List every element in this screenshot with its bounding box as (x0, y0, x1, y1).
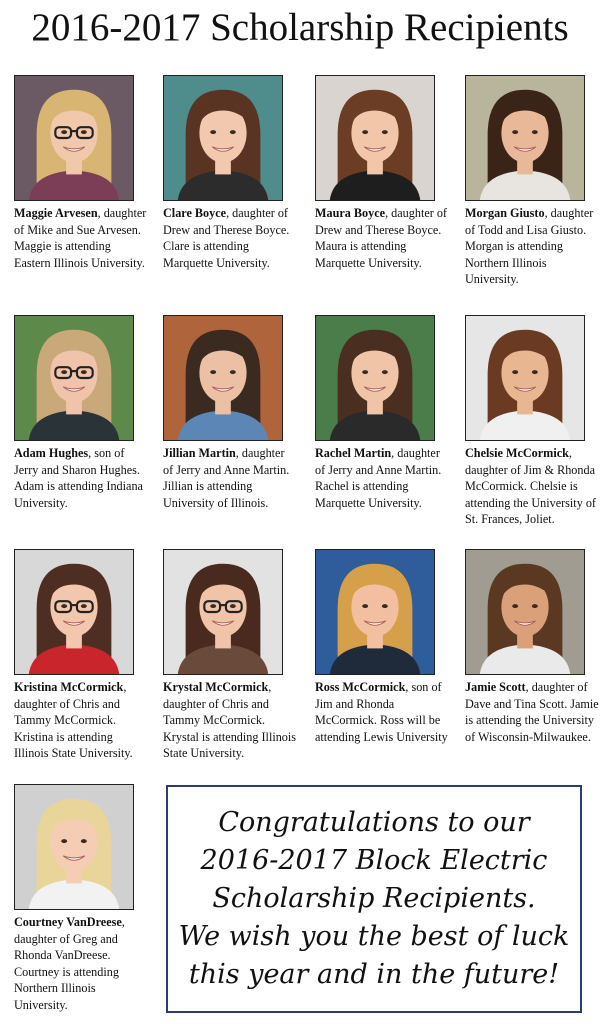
recipient-name: Clare Boyce (163, 206, 227, 220)
recipient-name: Ross McCormick (315, 680, 406, 694)
name-separator: , (385, 206, 389, 220)
name-separator: , (391, 446, 395, 460)
recipient-card (465, 315, 597, 528)
congratulations-box (166, 785, 582, 1013)
recipient-caption (465, 679, 599, 745)
recipient-photo (14, 549, 134, 675)
recipient-card (163, 75, 295, 271)
recipient-caption (14, 914, 148, 1014)
name-separator: , (568, 446, 572, 460)
recipient-name: Adam Hughes (14, 446, 89, 460)
recipient-description: daughter of Jim & Rhonda McCormick. Chelsie is attending the University of St. Frances, Joliet. (465, 462, 596, 527)
portrait-icon (15, 316, 133, 440)
recipient-card (315, 75, 447, 271)
recipient-photo (465, 549, 585, 675)
recipient-photo (14, 75, 134, 201)
recipient-card (14, 549, 146, 762)
recipient-caption (14, 445, 148, 511)
recipient-name: Jamie Scott (465, 680, 526, 694)
recipient-caption (465, 205, 599, 288)
portrait-icon (316, 550, 434, 674)
congrats-line: Scholarship Recipients. (212, 883, 536, 914)
portrait-icon (15, 76, 133, 200)
recipient-card (163, 315, 295, 511)
recipient-caption (14, 205, 148, 271)
recipient-caption (14, 679, 148, 762)
recipient-name: Maura Boyce (315, 206, 386, 220)
name-separator: , (121, 915, 125, 929)
recipient-name: Morgan Giusto (465, 206, 545, 220)
recipient-caption (315, 205, 449, 271)
name-separator: , (525, 680, 529, 694)
portrait-icon (15, 550, 133, 674)
recipient-photo (163, 315, 283, 441)
recipient-card (14, 784, 146, 1014)
recipient-name: Chelsie McCormick (465, 446, 569, 460)
name-separator: , (268, 680, 272, 694)
name-separator: , (123, 680, 127, 694)
recipient-description: daughter of Drew and Therese Boyce. Clare is attending Marquette University. (163, 206, 290, 270)
portrait-icon (466, 76, 584, 200)
recipient-description: daughter of Chris and Tammy McCormick. Krystal is attending Illinois State University. (163, 696, 297, 761)
recipient-caption (465, 445, 599, 528)
recipient-photo (163, 549, 283, 675)
congrats-line: this year and in the future! (188, 959, 560, 990)
recipient-description: daughter of Jerry and Anne Martin. Jillian is attending University of Illinois. (163, 446, 290, 510)
recipient-photo (315, 315, 435, 441)
recipient-card (465, 75, 597, 288)
recipient-card (315, 315, 447, 511)
recipient-card (465, 549, 597, 745)
name-separator: , (235, 446, 239, 460)
recipient-photo (163, 75, 283, 201)
recipient-description: daughter of Chris and Tammy McCormick. Kristina is attending Illinois State University. (14, 696, 133, 761)
recipient-name: Maggie Arvesen (14, 206, 98, 220)
congrats-line: Congratulations to our (218, 807, 530, 838)
congrats-line: 2016-2017 Block Electric (200, 845, 548, 876)
recipient-caption (163, 205, 297, 271)
portrait-icon (466, 550, 584, 674)
recipient-card (315, 549, 447, 745)
congrats-line: We wish you the best of luck (178, 921, 570, 952)
name-separator: , (88, 446, 92, 460)
recipient-description: daughter of Drew and Therese Boyce. Maura is attending Marquette University. (315, 206, 447, 270)
recipient-description: daughter of Jerry and Anne Martin. Rachel is attending Marquette University. (315, 446, 442, 510)
name-separator: , (97, 206, 101, 220)
recipient-description: daughter of Mike and Sue Arvesen. Maggie is attending Eastern Illinois University. (14, 206, 147, 270)
portrait-icon (164, 316, 282, 440)
recipient-name: Kristina McCormick (14, 680, 124, 694)
recipient-caption (315, 679, 449, 745)
recipient-description: daughter of Todd and Lisa Giusto. Morgan is attending Northern Illinois University. (465, 206, 594, 287)
recipient-card (14, 75, 146, 271)
recipient-photo (315, 549, 435, 675)
recipient-photo (14, 315, 134, 441)
portrait-icon (164, 76, 282, 200)
recipient-caption (163, 445, 297, 511)
page-title: 2016-2017 Scholarship Recipients (31, 6, 569, 49)
recipient-description: son of Jerry and Sharon Hughes. Adam is attending Indiana University. (14, 446, 143, 510)
recipient-photo (14, 784, 134, 910)
name-separator: , (226, 206, 230, 220)
recipient-description: daughter of Greg and Rhonda VanDreese. Courtney is attending Northern Illinois University. (14, 931, 119, 1012)
recipient-name: Krystal McCormick (163, 680, 269, 694)
portrait-icon (466, 316, 584, 440)
portrait-icon (316, 76, 434, 200)
recipient-photo (315, 75, 435, 201)
recipient-caption (315, 445, 449, 511)
recipient-caption (163, 679, 297, 762)
recipient-description: son of Jim and Rhonda McCormick. Ross will be attending Lewis University (315, 680, 448, 744)
recipient-photo (465, 75, 585, 201)
recipient-card (163, 549, 295, 762)
portrait-icon (15, 785, 133, 909)
portrait-icon (316, 316, 434, 440)
name-separator: , (405, 680, 409, 694)
recipient-photo (465, 315, 585, 441)
recipient-description: daughter of Dave and Tina Scott. Jamie is attending the University of Wisconsin-Milwaukee. (465, 680, 599, 744)
recipient-name: Jillian Martin (163, 446, 236, 460)
name-separator: , (544, 206, 548, 220)
recipient-name: Courtney VanDreese (14, 915, 122, 929)
recipient-card (14, 315, 146, 511)
portrait-icon (164, 550, 282, 674)
recipient-name: Rachel Martin (315, 446, 392, 460)
